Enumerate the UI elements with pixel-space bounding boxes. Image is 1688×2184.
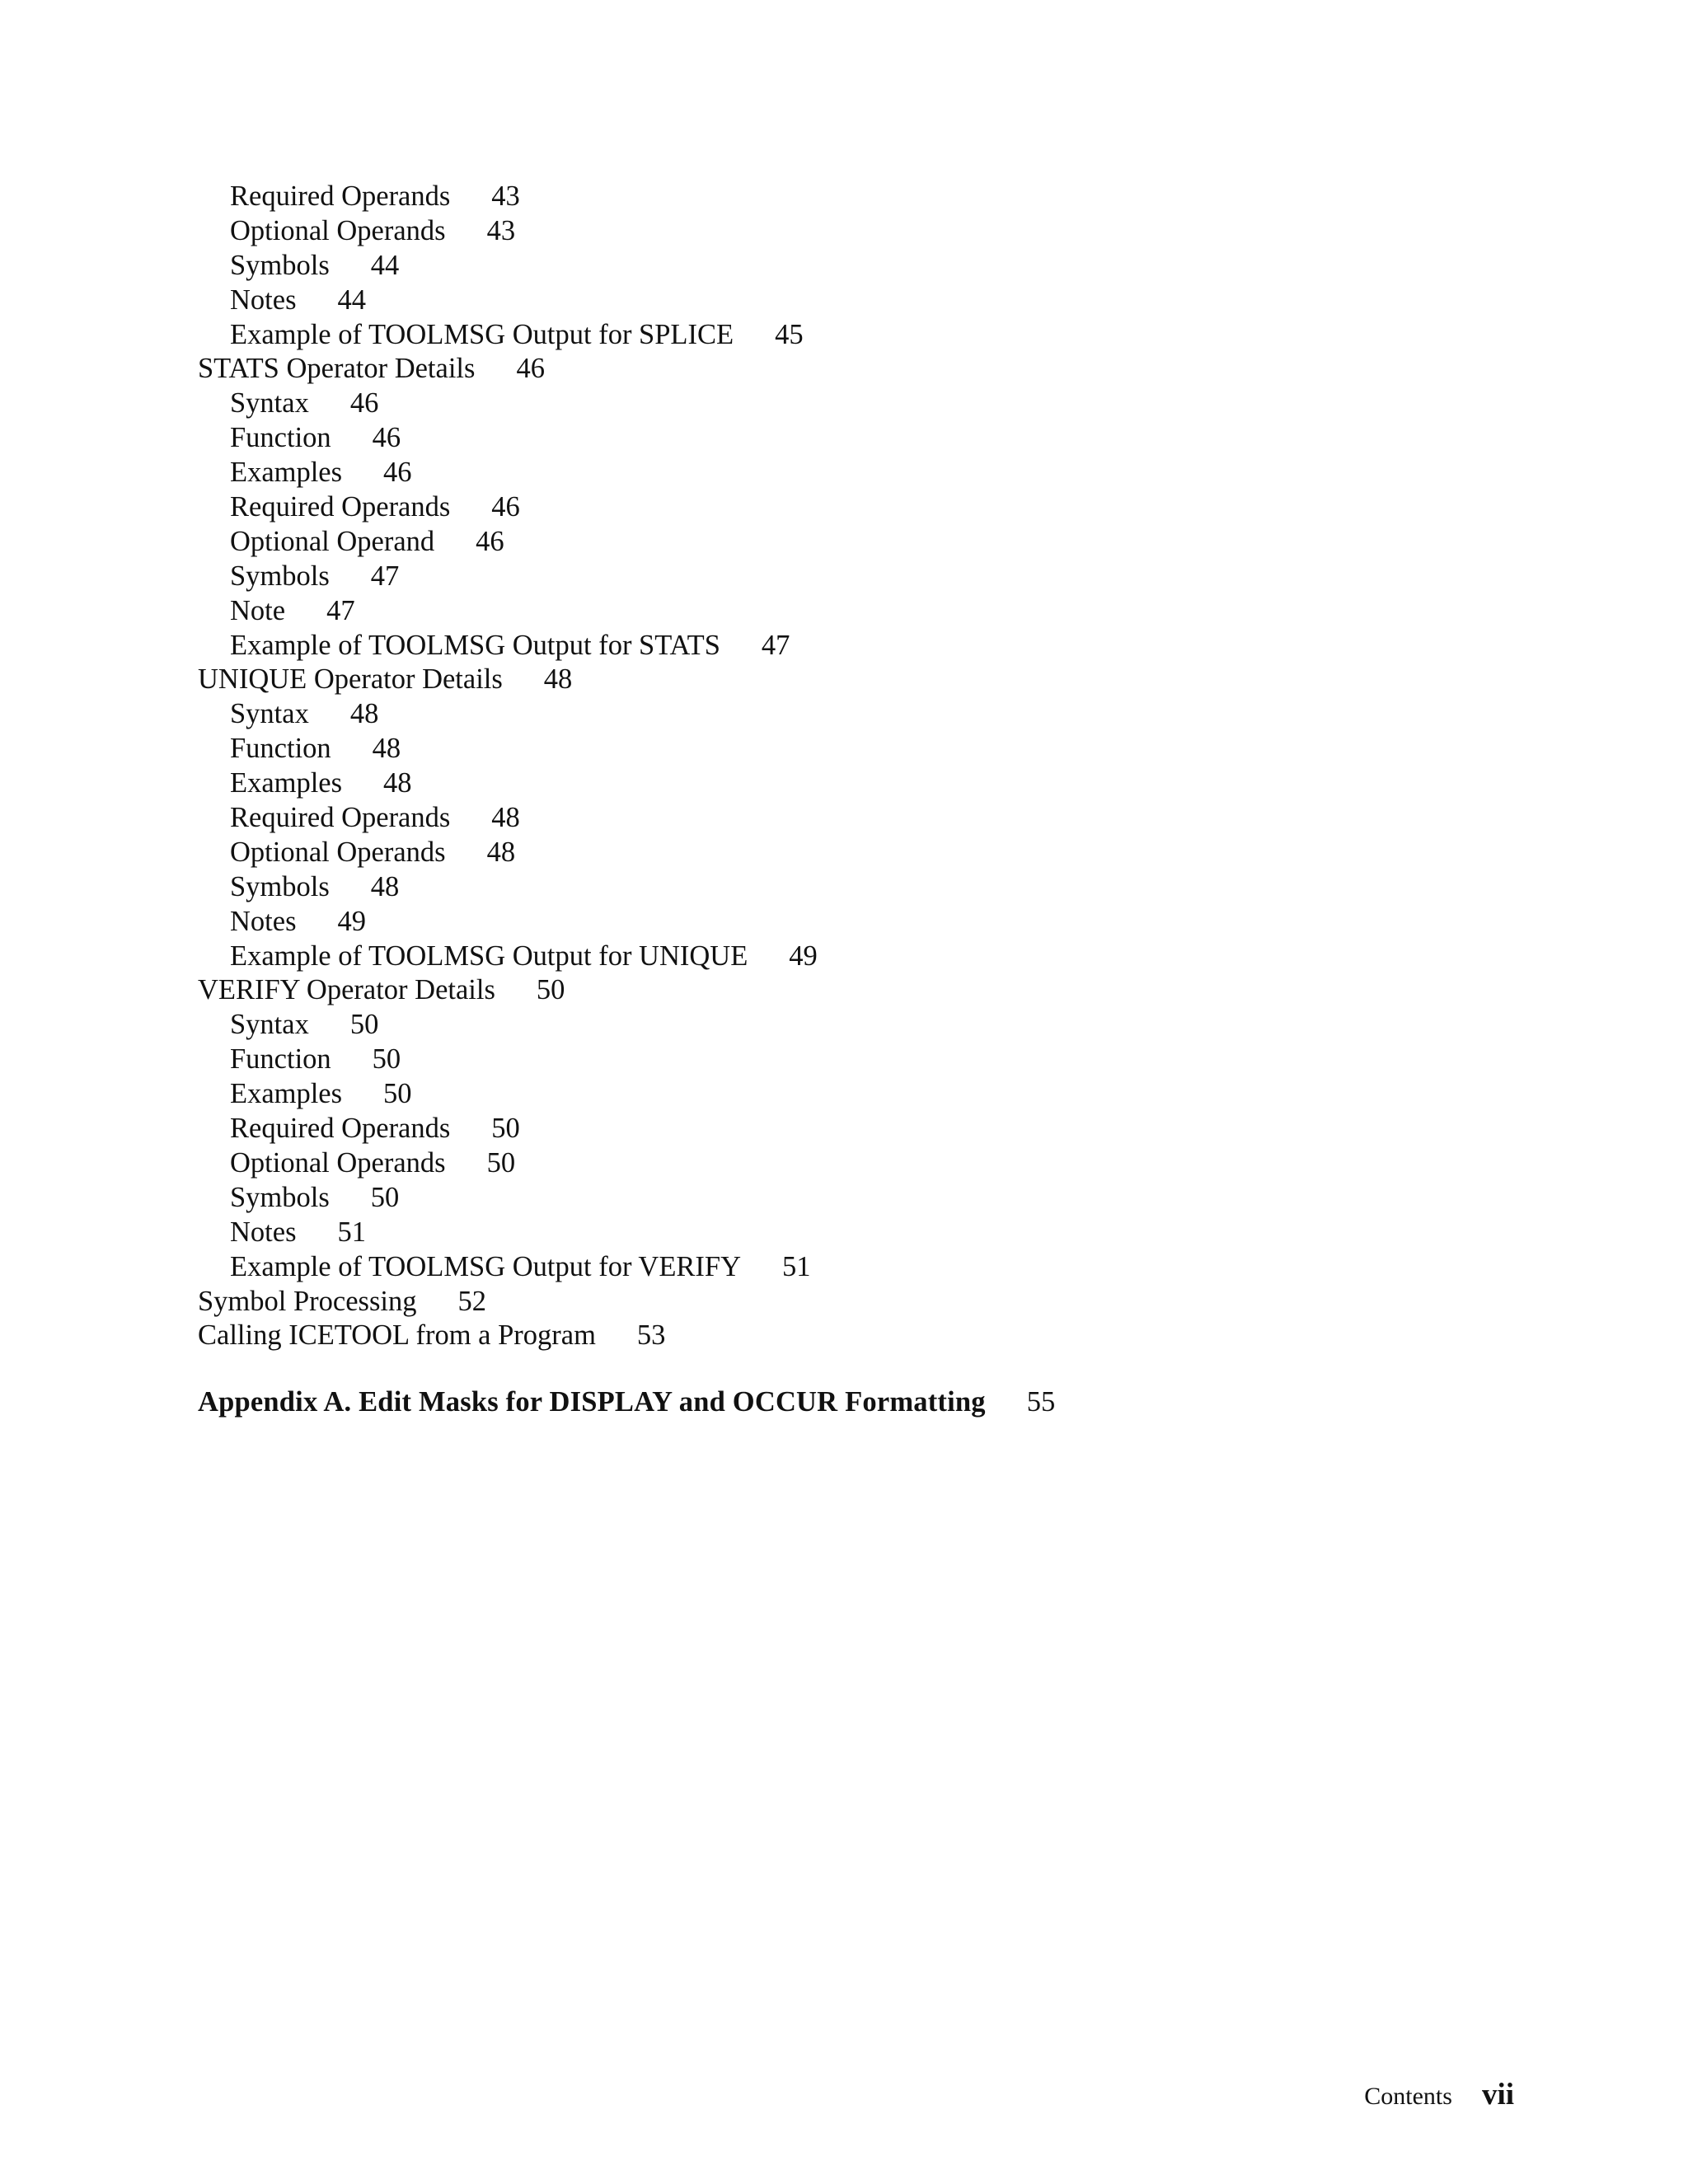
toc-entry-label: Examples <box>230 1078 343 1110</box>
toc-entry-label: Function <box>230 1043 331 1076</box>
toc-entry-label: Symbols <box>230 1181 330 1213</box>
toc-entry-label: Symbols <box>230 249 330 281</box>
toc-entry-label: Examples <box>230 457 343 489</box>
toc-entry-label: Notes <box>230 1216 297 1248</box>
toc-entry-page: 48 <box>370 870 400 902</box>
toc-entry-page: 45 <box>775 318 804 350</box>
toc-entry-page: 50 <box>383 1078 412 1110</box>
toc-entry-label: Function <box>230 422 331 454</box>
toc-entry-label: Symbol Processing <box>198 1285 417 1317</box>
toc-entry[interactable] <box>198 973 1434 1008</box>
toc-entry-page: 43 <box>491 180 520 212</box>
toc-entry-label: Symbols <box>230 870 330 902</box>
toc-entry-page: 46 <box>349 387 379 419</box>
appendix-entry-page: 55 <box>1026 1386 1056 1418</box>
toc-entry-label: Examples <box>230 767 343 799</box>
toc-entry-page: 51 <box>782 1250 811 1282</box>
toc-entry-page: 46 <box>372 422 401 454</box>
toc-entry-label: Syntax <box>230 387 309 419</box>
toc-entry-label: Syntax <box>230 1009 309 1041</box>
toc-entry-page: 48 <box>383 767 412 799</box>
toc-entry-page: 52 <box>457 1285 486 1317</box>
toc-entry-label: Optional Operands <box>230 1146 446 1179</box>
toc-entry-label: Required Operands <box>230 491 451 523</box>
toc-entry[interactable] <box>198 1181 1434 1216</box>
toc-entry-label: Example of TOOLMSG Output for UNIQUE <box>230 940 748 972</box>
toc-entry[interactable] <box>198 1319 1434 1353</box>
toc-entry[interactable] <box>198 663 1434 697</box>
footer-section-label: Contents <box>1364 2083 1452 2110</box>
toc-entry[interactable] <box>198 1043 1434 1077</box>
toc-entry-page: 46 <box>516 353 545 385</box>
toc-entry-page: 43 <box>486 214 516 246</box>
toc-entry-page: 53 <box>636 1319 666 1352</box>
toc-entry-page: 48 <box>486 836 516 868</box>
toc-entry[interactable] <box>198 180 1434 214</box>
footer-page-number: vii <box>1481 2078 1514 2111</box>
toc-entry-label: Note <box>230 594 286 626</box>
toc-entry-page: 46 <box>491 491 520 523</box>
toc-entry-page: 46 <box>476 525 504 557</box>
toc-entry-label: UNIQUE Operator Details <box>198 663 503 696</box>
toc-entry-label: Calling ICETOOL from a Program <box>198 1319 596 1352</box>
toc-entry-page: 48 <box>491 802 520 834</box>
toc-entry-label: Notes <box>230 284 297 316</box>
toc-entry-page: 50 <box>491 1113 520 1145</box>
toc-entry-label: STATS Operator Details <box>198 353 476 385</box>
toc-entry[interactable] <box>198 352 1434 387</box>
toc-entry[interactable] <box>198 318 1434 353</box>
toc-entry-label: Required Operands <box>230 802 451 834</box>
toc-entry-label: Symbols <box>230 560 330 592</box>
toc-entry-page: 44 <box>337 284 366 316</box>
toc-entry-page: 50 <box>486 1146 516 1179</box>
toc-entry[interactable] <box>198 525 1434 560</box>
toc-entry[interactable] <box>198 732 1434 766</box>
toc-entry-page: 49 <box>789 940 818 972</box>
table-of-contents <box>198 180 1434 1353</box>
toc-entry[interactable] <box>198 1285 1434 1319</box>
toc-entry[interactable] <box>198 697 1434 732</box>
toc-entry[interactable] <box>198 421 1434 456</box>
toc-entry-page: 50 <box>370 1181 400 1213</box>
toc-entry[interactable] <box>198 940 1434 974</box>
toc-entry[interactable] <box>198 594 1434 629</box>
toc-entry-label: Optional Operands <box>230 214 446 246</box>
page-footer <box>1364 2077 1514 2112</box>
toc-entry-page: 49 <box>337 905 366 937</box>
toc-entry-label: Example of TOOLMSG Output for STATS <box>230 629 720 661</box>
toc-entry[interactable] <box>198 1112 1434 1146</box>
toc-entry-label: Function <box>230 733 331 765</box>
toc-entry[interactable] <box>198 801 1434 836</box>
toc-entry[interactable] <box>198 766 1434 801</box>
toc-entry[interactable] <box>198 905 1434 940</box>
toc-entry-page: 44 <box>370 249 400 281</box>
appendix-entry[interactable] <box>198 1385 1055 1419</box>
toc-entry-label: VERIFY Operator Details <box>198 974 495 1006</box>
toc-entry-label: Notes <box>230 905 297 937</box>
toc-entry-page: 50 <box>536 974 565 1006</box>
toc-entry[interactable] <box>198 1146 1434 1181</box>
toc-entry-page: 47 <box>370 560 400 592</box>
toc-entry-page: 48 <box>349 698 379 730</box>
toc-entry[interactable] <box>198 1008 1434 1043</box>
toc-entry[interactable] <box>198 836 1434 870</box>
toc-entry-label: Required Operands <box>230 1113 451 1145</box>
toc-entry[interactable] <box>198 1216 1434 1250</box>
toc-entry-label: Optional Operand <box>230 525 435 557</box>
toc-entry[interactable] <box>198 1250 1434 1285</box>
toc-entry-page: 48 <box>372 733 401 765</box>
toc-entry[interactable] <box>198 490 1434 525</box>
toc-entry[interactable] <box>198 560 1434 594</box>
toc-entry-label: Example of TOOLMSG Output for SPLICE <box>230 318 734 350</box>
toc-entry-page: 48 <box>543 663 573 696</box>
toc-entry[interactable] <box>198 249 1434 284</box>
toc-entry-page: 50 <box>372 1043 401 1076</box>
toc-entry-page: 50 <box>349 1009 379 1041</box>
toc-entry-page: 47 <box>761 629 790 661</box>
toc-entry[interactable] <box>198 387 1434 421</box>
toc-entry[interactable] <box>198 456 1434 490</box>
toc-entry-label: Example of TOOLMSG Output for VERIFY <box>230 1250 742 1282</box>
toc-entry-page: 47 <box>326 594 355 626</box>
toc-entry[interactable] <box>198 284 1434 318</box>
appendix-entry-label: Appendix A. Edit Masks for DISPLAY and OCCUR Formatting <box>198 1386 986 1418</box>
toc-entry[interactable] <box>198 1077 1434 1112</box>
toc-entry-page: 51 <box>337 1216 366 1248</box>
toc-entry-label: Syntax <box>230 698 309 730</box>
toc-entry-page: 46 <box>383 457 412 489</box>
toc-entry[interactable] <box>198 870 1434 905</box>
toc-entry-label: Optional Operands <box>230 836 446 868</box>
toc-entry-label: Required Operands <box>230 180 451 212</box>
toc-entry[interactable] <box>198 214 1434 249</box>
toc-entry[interactable] <box>198 629 1434 663</box>
